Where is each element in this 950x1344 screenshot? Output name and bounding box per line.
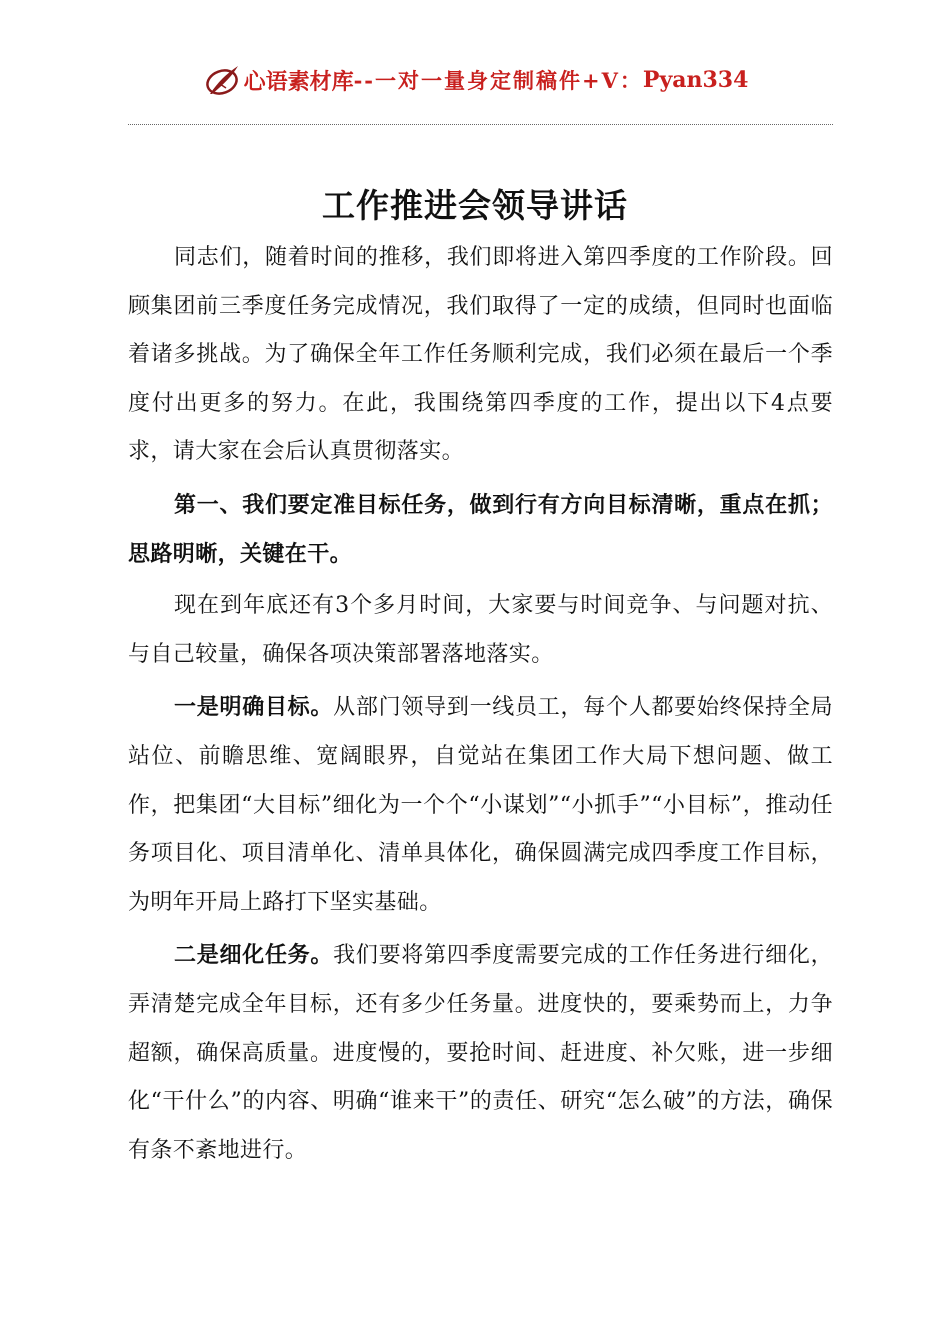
brand-name: 心语素材库 — [243, 68, 354, 95]
point-paragraph — [128, 931, 833, 1175]
paragraph-text: 从部门领导到一线员工，每个人都要始终保持全局站位、前瞻思维、宽阔眼界，自觉站在集团工作大局下想问题、做工作，把集团“大目标”细化为一个个“小谋划”“小抓手”“小目标”，推动任务项目化、项目清单化、清单具体化，确保圆满完成四季度工作目标，为明年开局上路打下坚实基础。 — [128, 695, 833, 915]
point-paragraph — [128, 683, 833, 927]
section-heading — [128, 481, 833, 578]
point-lead: 二是细化任务。 — [174, 942, 334, 969]
body-paragraph — [128, 582, 833, 679]
document-title: 工作推进会领导讲话 — [322, 186, 628, 225]
contact-id: Pyan334 — [642, 67, 749, 93]
point-lead: 一是明确目标。 — [174, 694, 334, 721]
section-heading-text: 第一、我们要定准目标任务，做到行有方向目标清晰，重点在抓；思路明晰，关键在干。 — [128, 491, 833, 567]
document-body — [128, 234, 833, 1179]
header-slogan: --一对一量身定制稿件+V： — [353, 68, 643, 93]
quill-logo-icon — [202, 62, 242, 98]
paragraph-text: 我们要将第四季度需要完成的工作任务进行细化，弄清楚完成全年目标，还有多少任务量。进度快的，要乘势而上，力争超额，确保高质量。进度慢的，要抢时间、赶进度、补欠账，进一步细化“干什么”的内容、明确“谁来干”的责任、研究“怎么破”的方法，确保有条不紊地进行。 — [128, 943, 833, 1163]
page-header — [0, 62, 950, 102]
paragraph-text: 现在到年底还有3个多月时间，大家要与时间竞争、与问题对抗、与自己较量，确保各项决策部署落地落实。 — [128, 593, 833, 667]
intro-paragraph — [128, 234, 833, 477]
header-divider — [128, 124, 833, 125]
paragraph-text: 同志们，随着时间的推移，我们即将进入第四季度的工作阶段。回顾集团前三季度任务完成情况，我们取得了一定的成绩，但同时也面临着诸多挑战。为了确保全年工作任务顺利完成，我们必须在最后一个季度付出更多的努力。在此，我围绕第四季度的工作，提出以下4点要求，请大家在会后认真贯彻落实。 — [128, 245, 833, 465]
